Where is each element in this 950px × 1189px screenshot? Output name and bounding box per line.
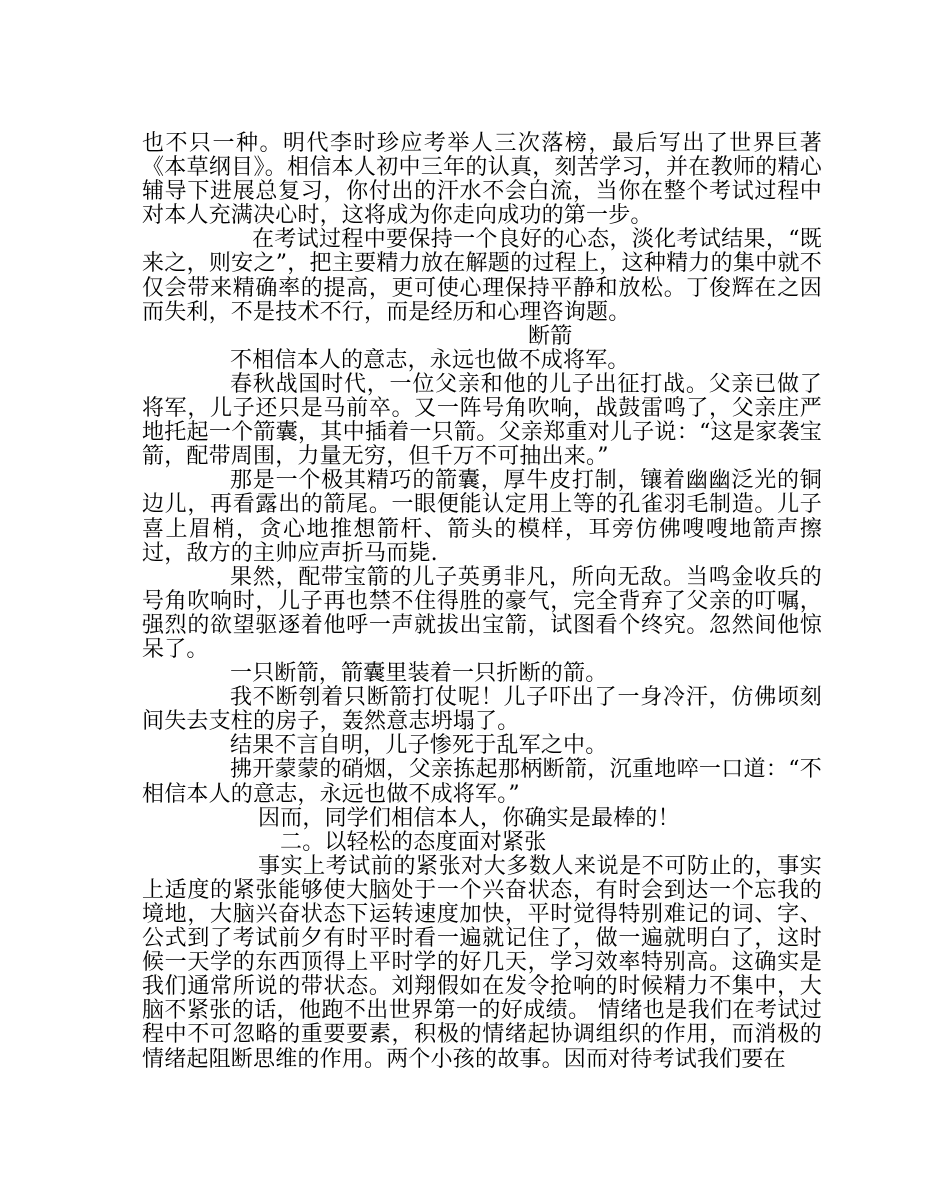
paragraph-story-1: 春秋战国时代，一位父亲和他的儿子出征打战。父亲已做了将军，儿子还只是马前卒。又一阵号角吹响，战鼓雷鸣了，父亲庄严地托起一个箭囊，其中插着一只箭。父亲郑重对儿子说：“这是家袭宝箭，配带周围，力量无穷，但千万不可抽出来。” (142, 371, 822, 470)
paragraph-story-3: 果然，配带宝箭的儿子英勇非凡，所向无敌。当鸣金收兵的号角吹响时，儿子再也禁不住得胜的豪气，完全背弃了父亲的叮嘱，强烈的欲望驱逐着他呼一声就拔出宝箭，试图看个终究。忽然间他惊呆了。 (142, 564, 822, 662)
paragraph-intro: 也不只一种。明代李时珍应考举人三次落榜，最后写出了世界巨著《本草纲目》。相信本人初中三年的认真，刻苦学习，并在教师的精心辅导下进展总复习，你付出的汗水不会白流，当你在整个考试过程中对本人充满决心时，这将成为你走向成功的第一步。 (142, 131, 822, 229)
paragraph-story-5: 我不断刳着只断箭打仗呢！儿子吓出了一身冷汗，仿佛顷刻间失去支柱的房子，轰然意志坍塌了。 (142, 685, 822, 735)
paragraph-story-4: 一只断箭，箭囊里装着一只折断的箭。 (230, 661, 608, 687)
paragraph-mindset: 在考试过程中要保持一个良好的心态，淡化考试结果，“既来之，则安之”，把主要精力放在解题的过程上，这种精力的集中就不仅会带来精确率的提高，更可使心理保持平静和放松。丁俊辉在之因而失利，不是技术不行，而是经历和心理咨询题。 (142, 227, 822, 325)
document-page (142, 132, 822, 1072)
paragraph-story-2: 那是一个极其精巧的箭囊，厚牛皮打制，镶着幽幽泛光的铜边儿，再看露出的箭尾。一眼便能认定用上等的孔雀羽毛制造。儿子喜上眉梢，贪心地推想箭杆、箭头的模样，耳旁仿佛嗖嗖地箭声擦过，敌方的主帅应声折马而毙. (142, 468, 822, 566)
paragraph-conclusion: 因而，同学们相信本人，你确实是最棒的！ (258, 805, 680, 831)
paragraph-story-6: 结果不言自明，儿子惨死于乱军之中。 (230, 733, 608, 759)
paragraph-story-7: 拂开蒙蒙的硝烟，父亲拣起那柄断箭，沉重地啐一口道：“不相信本人的意志，永远也做不成将军。” (142, 757, 822, 807)
paragraph-tension: 事实上考试前的紧张对大多数人来说是不可防止的，事实上适度的紧张能够使大脑处于一个兴奋状态，有时会到达一个忘我的境地，大脑兴奋状态下运转速度加快，平时觉得特别难记的词、字、公式到了考试前夕有时平时看一遍就记住了，做一遍就明白了，这时候一天学的东西顶得上平时学的好几天，学习效率特别高。这确实是我们通常所说的带状态。刘翔假如在发令抢响的时候精力不集中，大脑不紧张的话，他跑不出世界第一的好成绩。 情绪也是我们在考试过程中不可忽略的重要要素，积极的情绪起协调组织的作用，而消极的情绪起阻断思维的作用。两个小孩的故事。因而对待考试我们要在 (142, 853, 822, 1072)
section-title: 二。以轻松的态度面对紧张 (280, 829, 547, 855)
paragraph-moral: 不相信本人的意志，永远也做不成将军。 (230, 347, 630, 373)
story-title: 断箭 (528, 323, 573, 349)
